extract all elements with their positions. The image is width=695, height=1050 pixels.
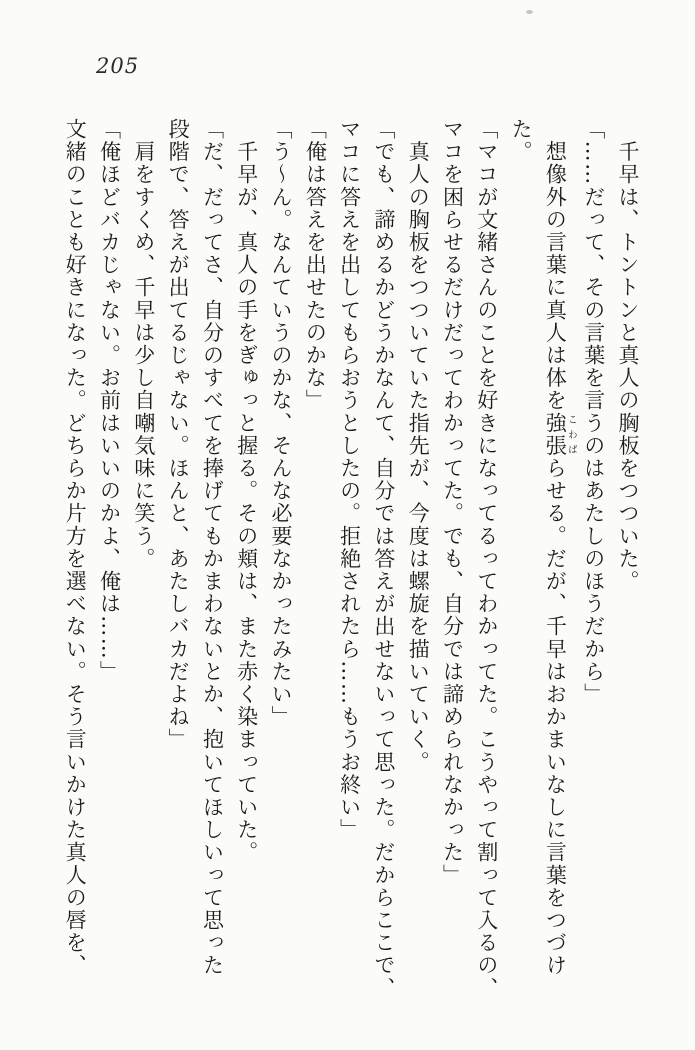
text-line-15: 肩をすくめ、千早は少し自嘲気味に笑う。	[131, 118, 156, 570]
text-line-10: 「俺は答えを出せたのかな」	[303, 118, 328, 412]
ruby-base-text: 強張	[543, 411, 568, 458]
text-line-3-post: らせる。だが、千早はおかまいなしに言葉をつづけ	[543, 457, 568, 977]
text-line-1: 千早は、トントンと真人の胸板をつついた。	[616, 118, 640, 593]
text-line-2: 「……だって、その言葉を言うのはあたしのほうだから」	[581, 118, 606, 706]
text-line-4: た。	[509, 118, 534, 164]
text-line-5: 「マコが文緒さんのことを好きになってるってわかってた。こうやって割って入るの、	[474, 118, 499, 1000]
ruby-furigana-text: こわば	[565, 411, 577, 458]
text-line-17: 文緒のことも好きになった。どちらか片方を選べない。そう言いかけた真人の唇を、	[63, 118, 88, 977]
page-number: 205	[96, 54, 140, 78]
text-line-16: 「俺ほどバカじゃない。お前はいいのかよ、俺は……」	[97, 118, 122, 683]
text-line-11: 「う〜ん。なんていうのかな、そんな必要なかったみたい」	[269, 118, 294, 729]
text-line-7: 真人の胸板をつついていた指先が、今度は螺旋を描いていく。	[406, 118, 431, 774]
text-line-13: 「だ、だってさ、自分のすべてを捧げてもかまわないとか、抱いてほしいって思った	[200, 118, 225, 977]
scan-artifact	[526, 10, 533, 14]
text-line-6: マコを困らせるだけだってわかってた。でも、自分では諦められなかった」	[440, 118, 465, 887]
text-line-3	[538, 118, 576, 1002]
text-block	[58, 118, 645, 1002]
ruby-annotation	[543, 411, 577, 458]
text-line-8: 「でも、諦めるかどうかなんて、自分では答えが出せないって思った。だからここで、	[371, 118, 396, 1000]
text-line-9: マコに答えを出してもらおうとしたの。拒絶されたら……もうお終い」	[337, 118, 362, 842]
text-line-12: 千早が、真人の手をぎゅっと握る。その頬は、また赤く染まっていた。	[234, 118, 259, 864]
text-line-14: 段階で、答えが出てるじゃない。ほんと、あたしバカだよね」	[166, 118, 191, 751]
text-line-3-pre: 想像外の言葉に真人は体を	[543, 118, 568, 412]
